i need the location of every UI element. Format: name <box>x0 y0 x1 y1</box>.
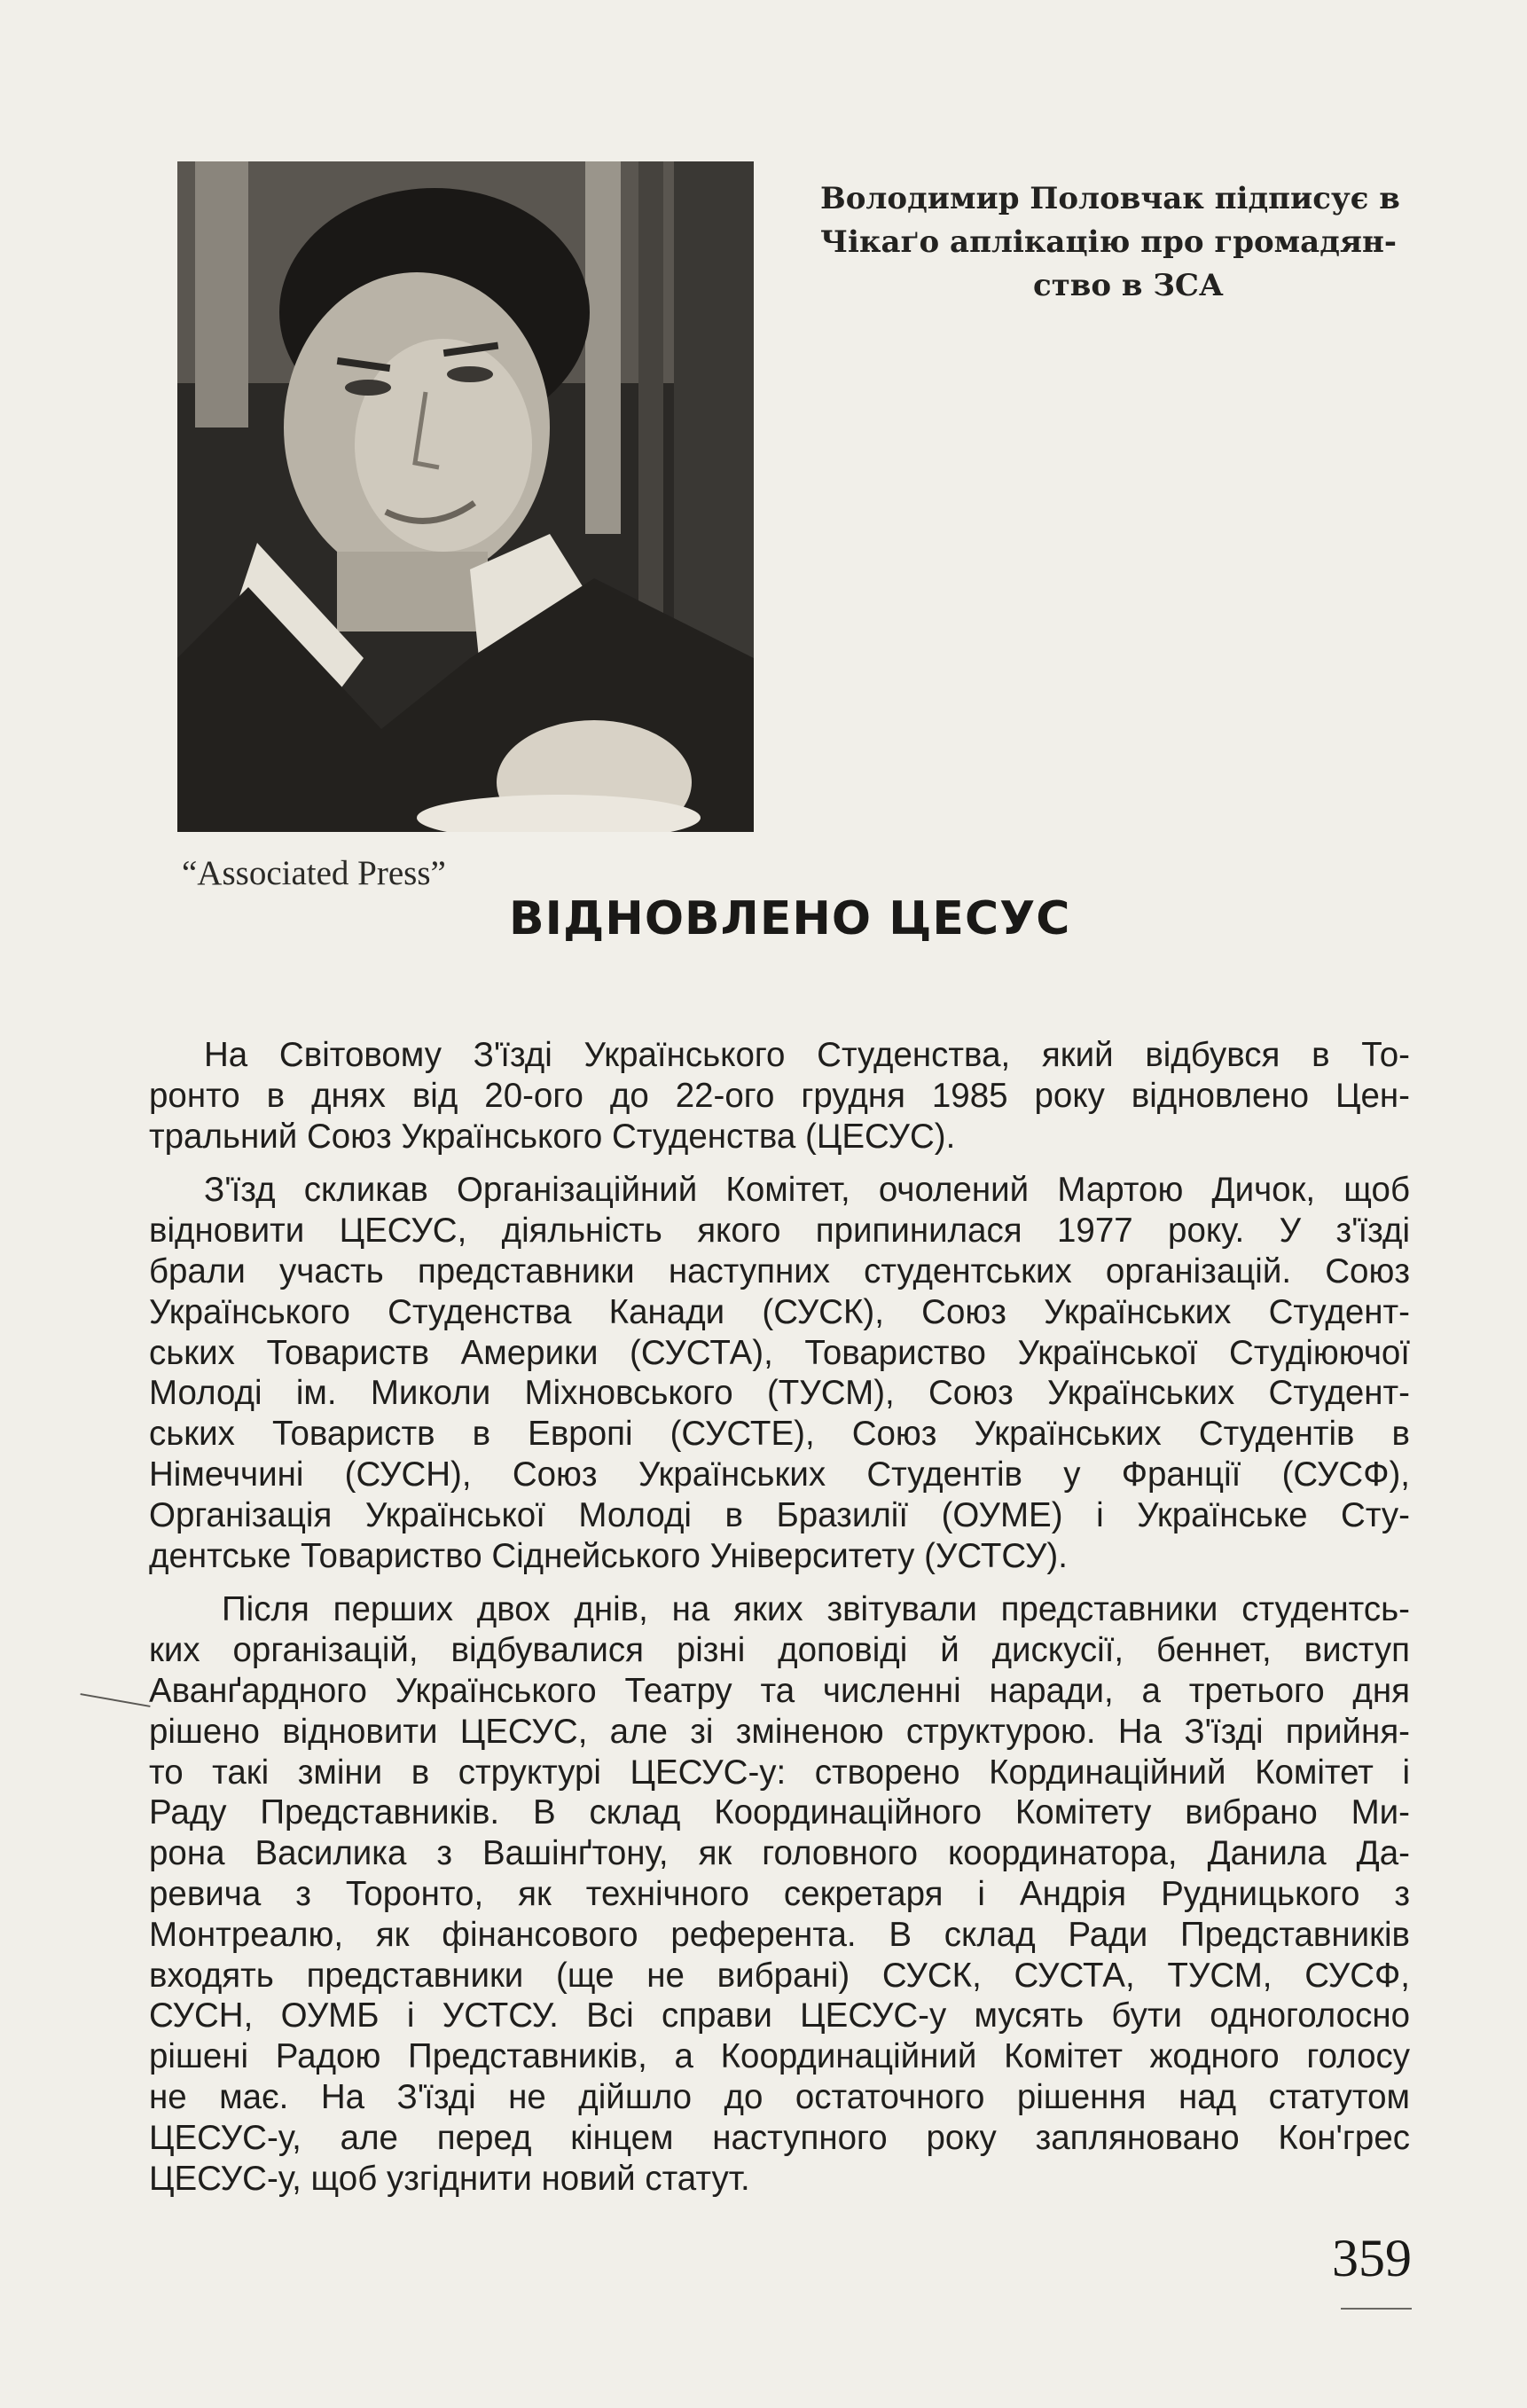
text-line: СУСН, ОУМБ і УСТСУ. Всі справи ЦЕСУС-у мусять бути одноголосно <box>149 1996 1410 2035</box>
paragraph-3 <box>149 1589 1410 2199</box>
text-line: На Світовому З'їзді Українського Студенства, який відбувся в То- <box>204 1036 1410 1074</box>
paragraph-2 <box>149 1170 1410 1576</box>
text-line: ронто в днях від 20-ого до 22-ого грудня 1985 року відновлено Цен- <box>149 1076 1410 1115</box>
text-line: входять представники (ще не вибрані) СУСК, СУСТА, ТУСМ, СУСФ, <box>149 1956 1410 1995</box>
text-line: Українського Студенства Канади (СУСК), Союз Українських Студент- <box>149 1292 1410 1331</box>
text-line: не має. На З'їзді не дійшло до остаточного рішення над статутом <box>149 2077 1410 2116</box>
portrait-photo <box>177 161 754 832</box>
text-line: Раду Представників. В склад Координаційного Комітету вибрано Ми- <box>149 1793 1410 1832</box>
text-line: З'їзд скликав Організаційний Комітет, очолений Мартою Дичок, щоб <box>204 1171 1410 1210</box>
text-line: відновити ЦЕСУС, діяльність якого припинилася 1977 року. У з'їзді <box>149 1212 1410 1251</box>
text-line: рішені Радою Представників, а Координаційний Комітет жодного голосу <box>149 2037 1410 2076</box>
text-line: рона Василика з Вашінґтону, як головного координатора, Данила Да- <box>149 1834 1410 1873</box>
text-line: Після перших двох днів, на яких звітували представники студентсь- <box>222 1590 1410 1629</box>
text-line: то такі зміни в структурі ЦЕСУС-у: створено Кординаційний Комітет і <box>149 1753 1410 1792</box>
photo-credit: “Associated Press” <box>182 854 446 892</box>
caption-line: Чікаґо аплікацію про громадян- <box>820 224 1397 260</box>
photo-caption <box>820 177 1432 308</box>
paragraph-1 <box>149 1035 1410 1157</box>
article-title: ВІДНОВЛЕНО ЦЕСУС <box>509 892 1071 945</box>
text-line: Організація Української Молоді в Бразилії (ОУМЕ) і Українське Сту- <box>149 1495 1410 1534</box>
text-line: Німеччині (СУСН), Союз Українських Студентів у Франції (СУСФ), <box>149 1455 1410 1494</box>
text-line: ЦЕСУС-у, щоб узгіднити новий статут. <box>149 2159 750 2198</box>
text-line: дентське Товариство Сіднейського Університету (УСТСУ). <box>149 1536 1068 1575</box>
article-body <box>149 1035 1410 2212</box>
text-line: Монтреалю, як фінансового референта. В склад Ради Представників <box>149 1915 1410 1954</box>
text-line: ських Товариств в Европі (СУСТЕ), Союз Українських Студентів в <box>149 1415 1410 1454</box>
text-line: ських Товариств Америки (СУСТА), Товариство Української Студіюючої <box>149 1333 1410 1372</box>
text-line: Молоді ім. Миколи Міхновського (ТУСМ), Союз Українських Студент- <box>149 1374 1410 1413</box>
caption-line: Володимир Половчак підписує в <box>820 181 1400 216</box>
page-number: 359 <box>1332 2229 1412 2287</box>
page-number-rule <box>1341 2308 1412 2310</box>
text-line: рішено відновити ЦЕСУС, але зі зміненою структурою. На З'їзді прийня- <box>149 1712 1410 1751</box>
text-line: тральний Союз Українського Студенства (ЦЕСУС). <box>149 1117 956 1156</box>
text-line: ких організацій, відбувалися різні доповіді й дискусії, беннет, виступ <box>149 1631 1410 1670</box>
margin-pencil-mark <box>80 1693 150 1707</box>
text-line: ЦЕСУС-у, але перед кінцем наступного року заплянованo Кон'грес <box>149 2118 1410 2157</box>
text-line: брали участь представники наступних студентських організацій. Союз <box>149 1251 1410 1290</box>
text-line: ревича з Торонто, як технічного секретаря і Андрія Рудницького з <box>149 1874 1410 1913</box>
portrait-photo-image <box>177 161 754 832</box>
text-line: Аванґардного Українського Театру та численні наради, а третього дня <box>149 1671 1410 1710</box>
caption-line: ство в ЗСА <box>1033 268 1224 303</box>
